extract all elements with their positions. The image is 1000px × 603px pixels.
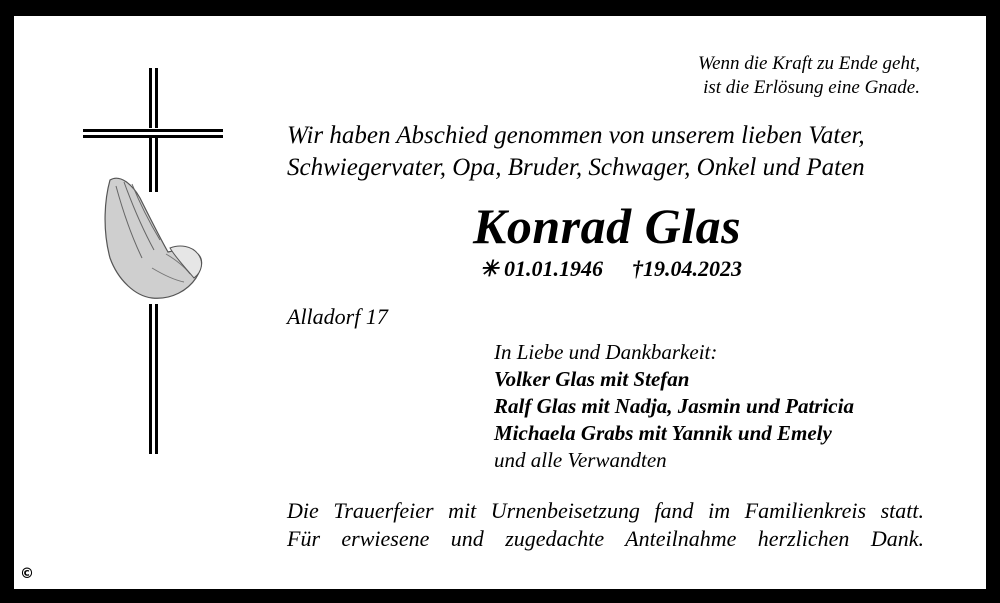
mourners-footer: und alle Verwandten — [494, 448, 667, 472]
intro-line: Schwiegervater, Opa, Bruder, Schwager, Onkel und Paten — [287, 154, 865, 181]
motto-line: ist die Erlösung eine Gnade. — [703, 77, 920, 98]
motto — [500, 52, 920, 100]
praying-hands-icon — [105, 178, 202, 298]
closing-line: Die Trauerfeier mit Urnenbeisetzung fand im Familienkreis statt. — [287, 498, 924, 523]
closing-text — [287, 497, 924, 553]
intro-line: Wir haben Abschied genommen von unserem lieben Vater, — [287, 122, 865, 149]
deceased-name: Konrad Glas — [473, 198, 742, 254]
mourner-name: Ralf Glas mit Nadja, Jasmin und Patricia — [494, 394, 854, 418]
mourners-list — [494, 339, 854, 474]
death-date: 19.04.2023 — [642, 256, 742, 281]
death-cross-icon: † — [631, 256, 643, 281]
motto-line: Wenn die Kraft zu Ende geht, — [698, 53, 920, 74]
cross-icon — [80, 68, 240, 468]
copyright-mark: © — [20, 566, 34, 582]
address: Alladorf 17 — [287, 304, 388, 329]
closing-line: Für erwiesene und zugedachte Anteilnahme herzlichen Dank. — [287, 526, 924, 551]
birth-date: 01.01.1946 — [503, 256, 603, 281]
mourner-name: Michaela Grabs mit Yannik und Emely — [494, 421, 832, 445]
birth-star-icon: ✳ — [480, 256, 499, 281]
intro-text — [287, 120, 927, 184]
life-dates — [480, 255, 742, 283]
mourners-heading: In Liebe und Dankbarkeit: — [494, 340, 718, 364]
mourner-name: Volker Glas mit Stefan — [494, 367, 690, 391]
